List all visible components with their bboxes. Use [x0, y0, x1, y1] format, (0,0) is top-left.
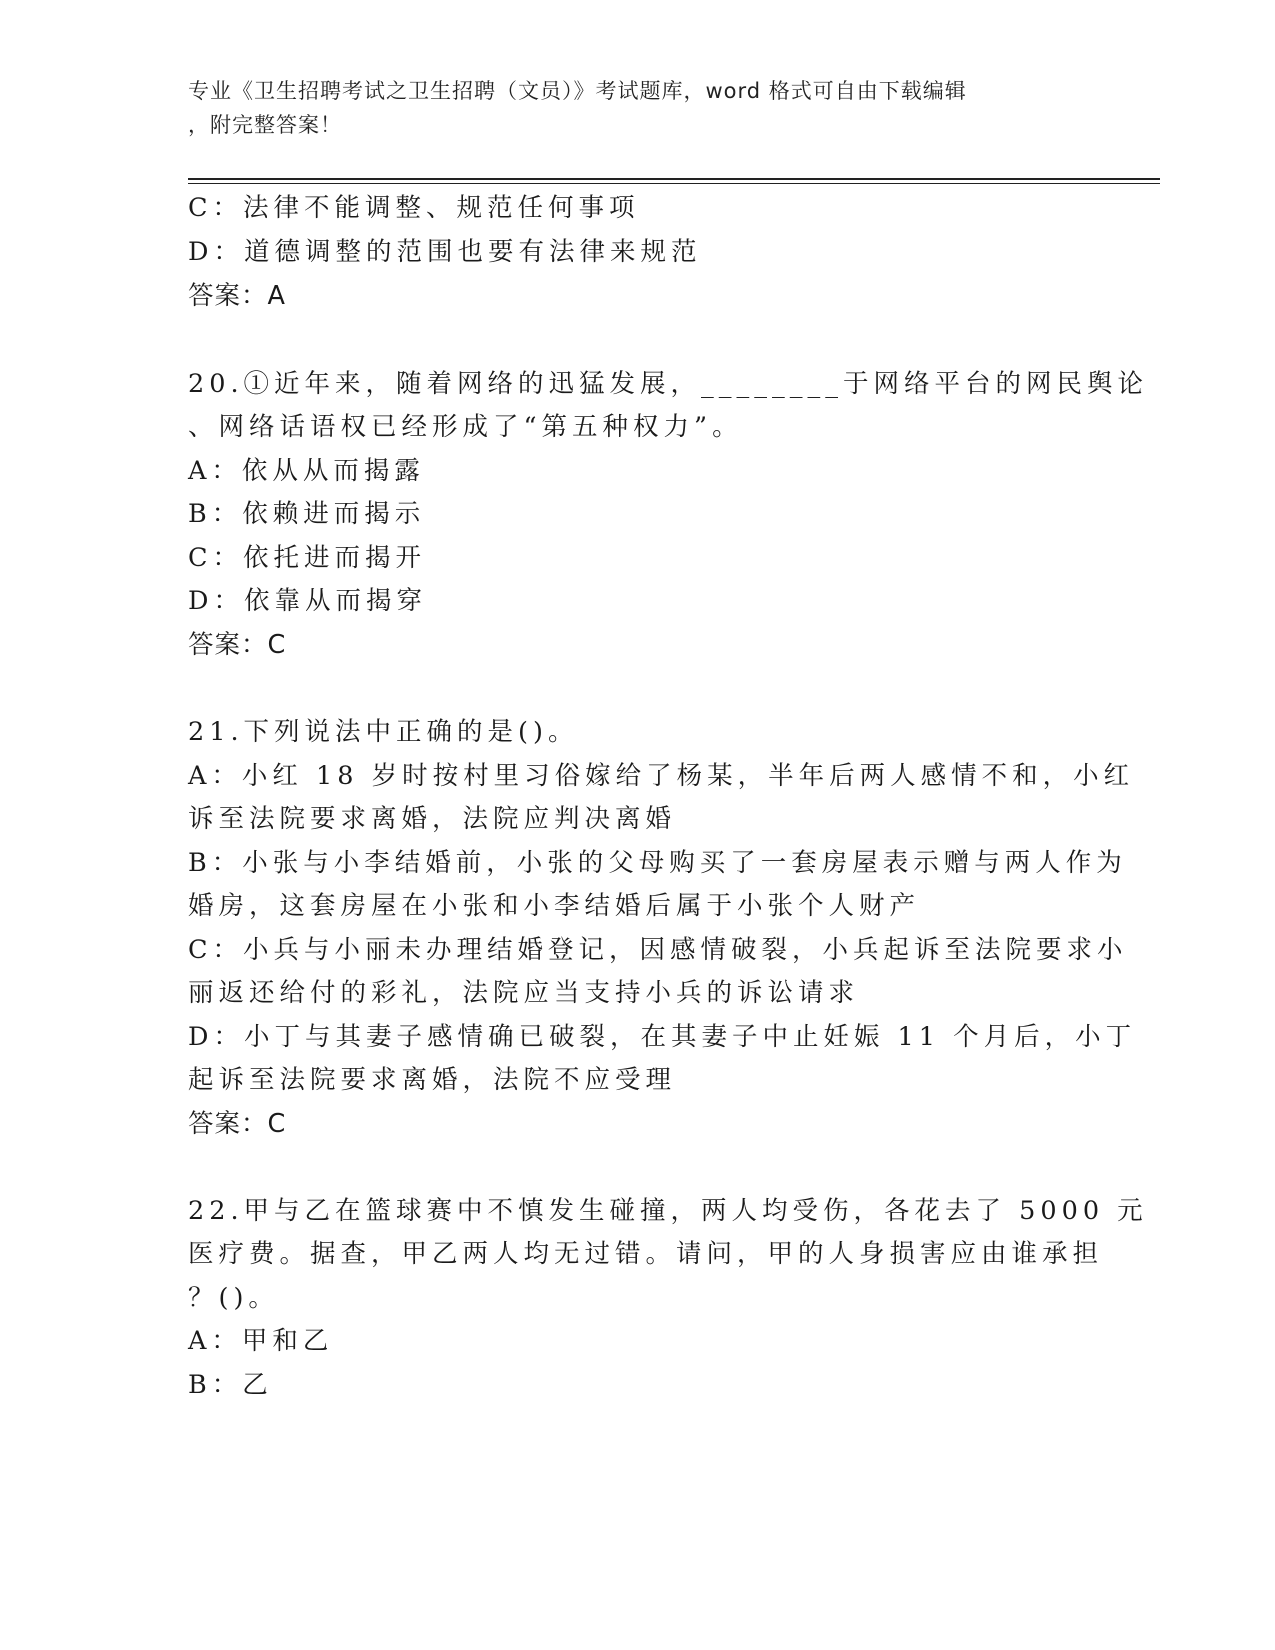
header-rule-thick	[188, 178, 1160, 180]
header-rule-thin	[188, 183, 1160, 184]
q20-option-a: A：依从从而揭露	[188, 456, 425, 486]
q19-answer: 答案：A	[188, 281, 286, 311]
q21-option-c-line-1: C：小兵与小丽未办理结婚登记，因感情破裂，小兵起诉至法院要求小	[188, 935, 1128, 965]
q20-option-d: D：依靠从而揭穿	[188, 586, 427, 616]
q20-option-b: B：依赖进而揭示	[188, 499, 426, 529]
q21-stem: 21.下列说法中正确的是()。	[188, 717, 579, 747]
q21-option-c-line-2: 丽返还给付的彩礼，法院应当支持小兵的诉讼请求	[188, 978, 860, 1008]
header-line-1: 专业《卫生招聘考试之卫生招聘（文员）》考试题库，word 格式可自由下载编辑	[188, 79, 967, 103]
q21-option-d-line-2: 起诉至法院要求离婚，法院不应受理	[188, 1065, 677, 1095]
header-line-2: ，附完整答案！	[188, 113, 342, 137]
q22-option-b: B：乙	[188, 1370, 273, 1400]
q19-option-d: D：道德调整的范围也要有法律来规范	[188, 237, 702, 267]
q21-option-d-line-1: D：小丁与其妻子感情确已破裂，在其妻子中止妊娠 11 个月后，小丁	[188, 1022, 1137, 1052]
q22-stem-line-1: 22.甲与乙在篮球赛中不慎发生碰撞，两人均受伤，各花去了 5000 元	[188, 1196, 1148, 1226]
q20-option-c: C：依托进而揭开	[188, 543, 427, 573]
q21-answer: 答案：C	[188, 1109, 287, 1139]
q21-option-a-line-1: A：小红 18 岁时按村里习俗嫁给了杨某，半年后两人感情不和，小红	[188, 761, 1135, 791]
q22-stem-line-2: 医疗费。据查，甲乙两人均无过错。请问，甲的人身损害应由谁承担	[188, 1239, 1104, 1269]
q22-option-a: A：甲和乙	[188, 1326, 334, 1356]
q21-option-a-line-2: 诉至法院要求离婚，法院应判决离婚	[188, 804, 677, 834]
q19-option-c: C：法律不能调整、规范任何事项	[188, 193, 640, 223]
q20-stem-line-2: 、网络话语权已经形成了“第五种权力”。	[188, 412, 743, 442]
q21-option-b-line-2: 婚房，这套房屋在小张和小李结婚后属于小张个人财产	[188, 891, 921, 921]
q22-stem-line-3: ？()。	[188, 1283, 279, 1313]
document-header	[188, 74, 1068, 142]
q21-option-b-line-1: B：小张与小李结婚前，小张的父母购买了一套房屋表示赠与两人作为	[188, 848, 1127, 878]
q20-stem-line-1: 20.①近年来，随着网络的迅猛发展，________于网络平台的网民舆论	[188, 369, 1149, 399]
q20-answer: 答案：C	[188, 630, 287, 660]
